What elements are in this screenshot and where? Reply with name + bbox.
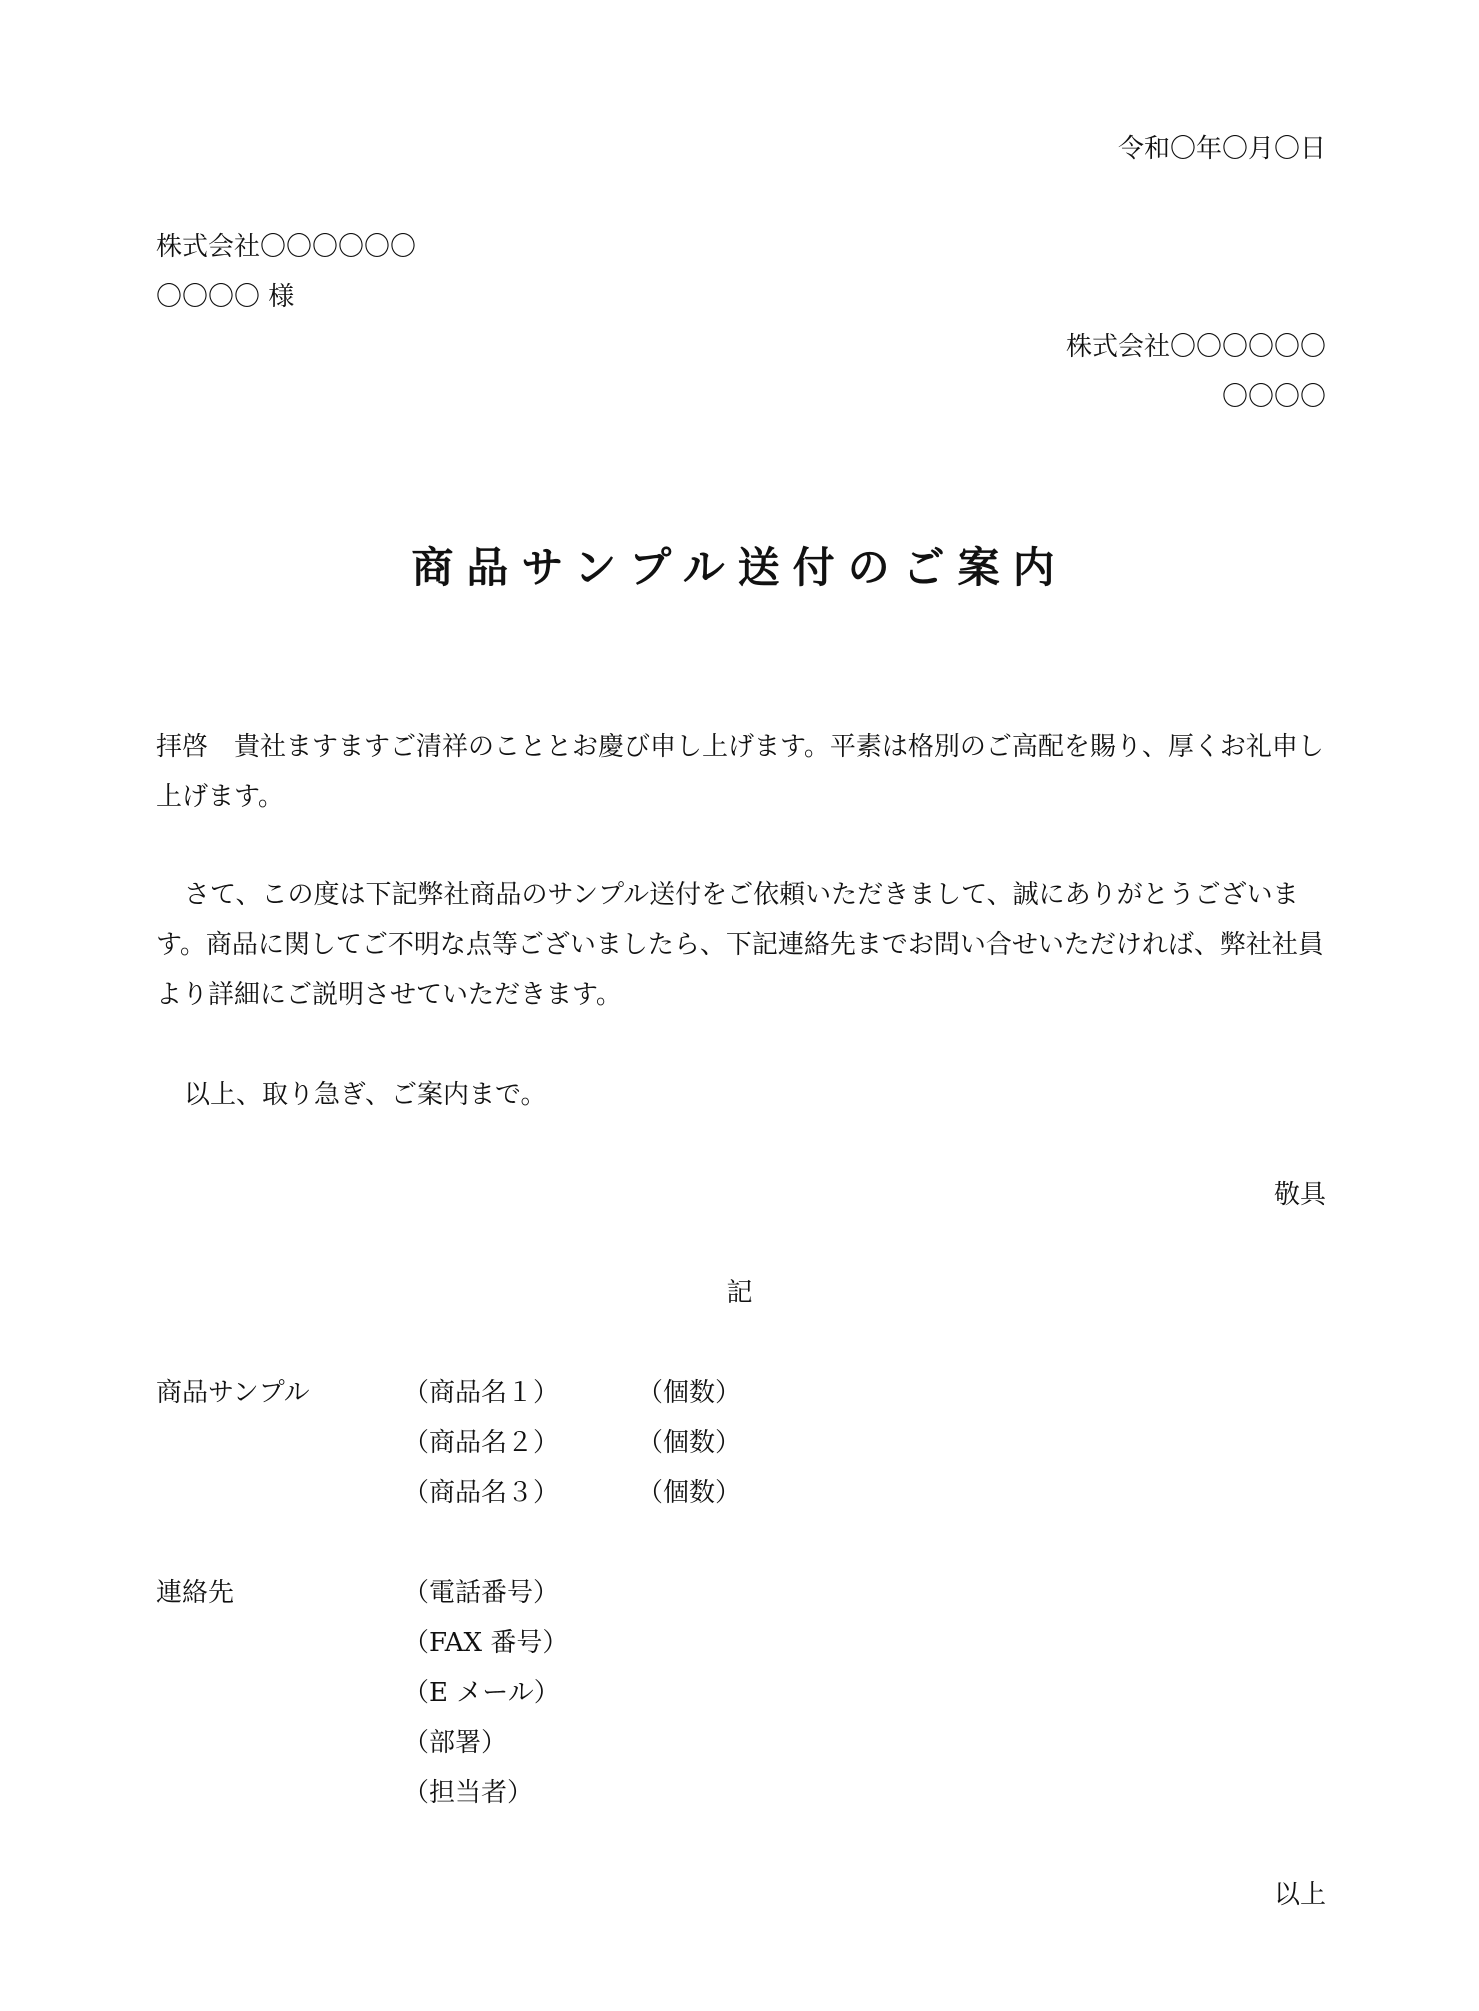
- samples-label: 商品サンプル: [156, 1378, 310, 1408]
- contact-label: 連絡先: [156, 1578, 235, 1608]
- sender-name: 〇〇〇〇: [1221, 382, 1326, 412]
- sample-item-qty: （個数）: [637, 1478, 742, 1508]
- recipient-company: 株式会社〇〇〇〇〇〇: [156, 232, 417, 262]
- greeting-paragraph: 拝啓 貴社ますますご清祥のこととお慶び申し上げます。平素は格別のご高配を賜り、厚くお礼申し上げます。: [156, 732, 1324, 812]
- contact-item: （担当者）: [403, 1778, 534, 1808]
- sample-item-name: （商品名１）: [403, 1378, 560, 1408]
- recipient-name: 〇〇〇〇 様: [156, 282, 295, 312]
- closing-word: 敬具: [1273, 1180, 1326, 1210]
- end-mark: 以上: [1273, 1880, 1326, 1910]
- contact-item: （電話番号）: [403, 1578, 560, 1608]
- contact-item: （E メール）: [403, 1678, 560, 1708]
- sample-item-qty: （個数）: [637, 1378, 742, 1408]
- document-title: 商品サンプル送付のご案内: [411, 543, 1068, 592]
- main-paragraph: さて、この度は下記弊社商品のサンプル送付をご依頼いただきまして、誠にありがとうございます。商品に関してご不明な点等ございましたら、下記連絡先までお問い合せいただければ、弊社社員より詳細にご説明させていただきます。: [156, 880, 1324, 1010]
- closing-paragraph: 以上、取り急ぎ、ご案内まで。: [184, 1080, 547, 1110]
- ki-heading: 記: [726, 1278, 753, 1308]
- contact-item: （部署）: [403, 1728, 508, 1758]
- sample-item-name: （商品名３）: [403, 1478, 560, 1508]
- sender-company: 株式会社〇〇〇〇〇〇: [1065, 332, 1326, 362]
- letter-date: 令和〇年〇月〇日: [1117, 134, 1326, 164]
- contact-item: （FAX 番号）: [403, 1628, 569, 1658]
- sample-item-name: （商品名２）: [403, 1428, 560, 1458]
- sample-item-qty: （個数）: [637, 1428, 742, 1458]
